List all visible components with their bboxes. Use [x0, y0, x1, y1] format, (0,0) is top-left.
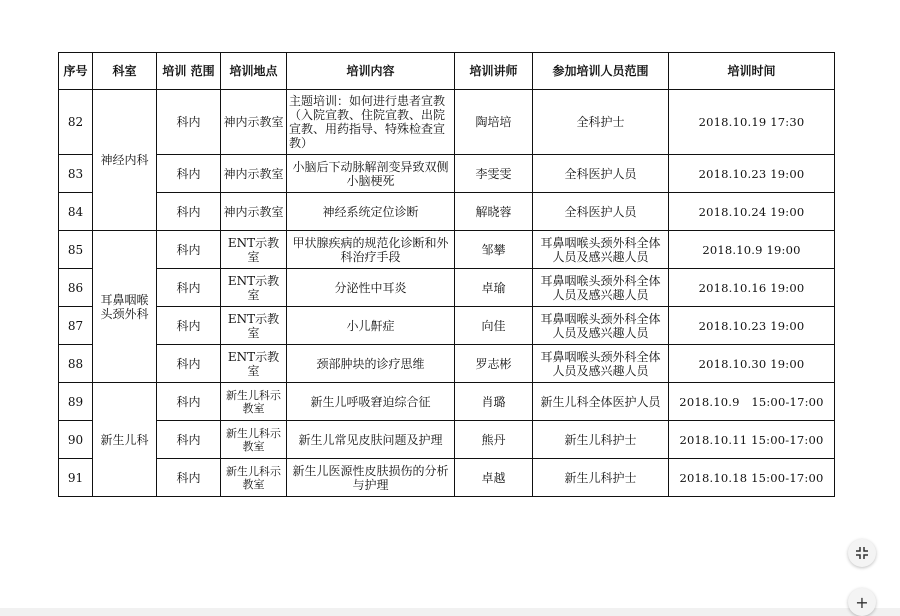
cell-scope: 科内 — [157, 307, 221, 345]
cell-content: 颈部肿块的诊疗思维 — [287, 345, 455, 383]
cell-place: ENT示教室 — [221, 307, 287, 345]
plus-icon: + — [855, 592, 869, 612]
header-time: 培训时间 — [669, 53, 835, 90]
cell-place: 神内示教室 — [221, 193, 287, 231]
cell-participants: 新生儿科护士 — [533, 459, 669, 497]
cell-time: 2018.10.24 19:00 — [669, 193, 835, 231]
table-row — [59, 193, 835, 231]
cell-participants: 耳鼻咽喉头颈外科全体人员及感兴趣人员 — [533, 231, 669, 269]
header-lecturer: 培训讲师 — [455, 53, 533, 90]
cell-no: 88 — [59, 345, 93, 383]
zoom-in-button[interactable] — [848, 588, 876, 616]
cell-time: 2018.10.30 19:00 — [669, 345, 835, 383]
cell-no: 90 — [59, 421, 93, 459]
cell-lecturer: 罗志彬 — [455, 345, 533, 383]
cell-lecturer: 卓越 — [455, 459, 533, 497]
cell-time: 2018.10.19 17:30 — [669, 90, 835, 155]
cell-scope: 科内 — [157, 421, 221, 459]
table-header-row — [59, 53, 835, 90]
cell-content: 分泌性中耳炎 — [287, 269, 455, 307]
cell-dept: 新生儿科 — [93, 383, 157, 497]
cell-time: 2018.10.16 19:00 — [669, 269, 835, 307]
table-row — [59, 459, 835, 497]
cell-time: 2018.10.9 19:00 — [669, 231, 835, 269]
cell-participants: 耳鼻咽喉头颈外科全体人员及感兴趣人员 — [533, 269, 669, 307]
cell-participants: 新生儿科护士 — [533, 421, 669, 459]
cell-scope: 科内 — [157, 269, 221, 307]
cell-no: 87 — [59, 307, 93, 345]
cell-content: 新生儿常见皮肤问题及护理 — [287, 421, 455, 459]
cell-content: 小脑后下动脉解剖变异致双侧小脑梗死 — [287, 155, 455, 193]
cell-time: 2018.10.11 15:00-17:00 — [669, 421, 835, 459]
table-row — [59, 345, 835, 383]
cell-no: 83 — [59, 155, 93, 193]
cell-lecturer: 李雯雯 — [455, 155, 533, 193]
cell-no: 84 — [59, 193, 93, 231]
cell-place: ENT示教室 — [221, 231, 287, 269]
cell-no: 91 — [59, 459, 93, 497]
cell-time: 2018.10.9 15:00-17:00 — [669, 383, 835, 421]
header-place: 培训地点 — [221, 53, 287, 90]
cell-scope: 科内 — [157, 193, 221, 231]
cell-lecturer: 肖璐 — [455, 383, 533, 421]
table-row — [59, 421, 835, 459]
cell-content: 甲状腺疾病的规范化诊断和外科治疗手段 — [287, 231, 455, 269]
cell-content: 主题培训：如何进行患者宣教（入院宣教、住院宣教、出院宣教、用药指导、特殊检查宣教） — [287, 90, 455, 155]
cell-content: 新生儿呼吸窘迫综合征 — [287, 383, 455, 421]
cell-place: 神内示教室 — [221, 155, 287, 193]
cell-no: 86 — [59, 269, 93, 307]
cell-lecturer: 卓瑜 — [455, 269, 533, 307]
cell-scope: 科内 — [157, 345, 221, 383]
cell-dept: 神经内科 — [93, 90, 157, 231]
header-participants: 参加培训人员范围 — [533, 53, 669, 90]
cell-scope: 科内 — [157, 459, 221, 497]
cell-participants: 全科医护人员 — [533, 193, 669, 231]
cell-no: 89 — [59, 383, 93, 421]
cell-place: ENT示教室 — [221, 345, 287, 383]
cell-place: 神内示教室 — [221, 90, 287, 155]
cell-participants: 新生儿科全体医护人员 — [533, 383, 669, 421]
cell-lecturer: 邹攀 — [455, 231, 533, 269]
cell-lecturer: 陶培培 — [455, 90, 533, 155]
cell-content: 神经系统定位诊断 — [287, 193, 455, 231]
cell-time: 2018.10.23 19:00 — [669, 307, 835, 345]
cell-lecturer: 向佳 — [455, 307, 533, 345]
cell-participants: 全科医护人员 — [533, 155, 669, 193]
cell-no: 82 — [59, 90, 93, 155]
cell-time: 2018.10.18 15:00-17:00 — [669, 459, 835, 497]
cell-content: 新生儿医源性皮肤损伤的分析与护理 — [287, 459, 455, 497]
cell-scope: 科内 — [157, 383, 221, 421]
cell-scope: 科内 — [157, 155, 221, 193]
cell-place: 新生儿科示教室 — [221, 383, 287, 421]
header-content: 培训内容 — [287, 53, 455, 90]
cell-participants: 耳鼻咽喉头颈外科全体人员及感兴趣人员 — [533, 307, 669, 345]
table-row — [59, 269, 835, 307]
cell-participants: 耳鼻咽喉头颈外科全体人员及感兴趣人员 — [533, 345, 669, 383]
collapse-icon — [855, 546, 869, 560]
header-dept: 科室 — [93, 53, 157, 90]
cell-participants: 全科护士 — [533, 90, 669, 155]
table-row — [59, 231, 835, 269]
header-scope: 培训 范围 — [157, 53, 221, 90]
training-schedule-table — [58, 52, 835, 497]
cell-no: 85 — [59, 231, 93, 269]
table-row — [59, 90, 835, 155]
cell-place: ENT示教室 — [221, 269, 287, 307]
cell-content: 小儿鼾症 — [287, 307, 455, 345]
collapse-button[interactable] — [848, 539, 876, 567]
table-row — [59, 155, 835, 193]
cell-lecturer: 解晓蓉 — [455, 193, 533, 231]
cell-time: 2018.10.23 19:00 — [669, 155, 835, 193]
cell-scope: 科内 — [157, 90, 221, 155]
header-no: 序号 — [59, 53, 93, 90]
cell-place: 新生儿科示教室 — [221, 421, 287, 459]
cell-place: 新生儿科示教室 — [221, 459, 287, 497]
table-row — [59, 307, 835, 345]
cell-scope: 科内 — [157, 231, 221, 269]
table-row — [59, 383, 835, 421]
cell-lecturer: 熊丹 — [455, 421, 533, 459]
cell-dept: 耳鼻咽喉头颈外科 — [93, 231, 157, 383]
